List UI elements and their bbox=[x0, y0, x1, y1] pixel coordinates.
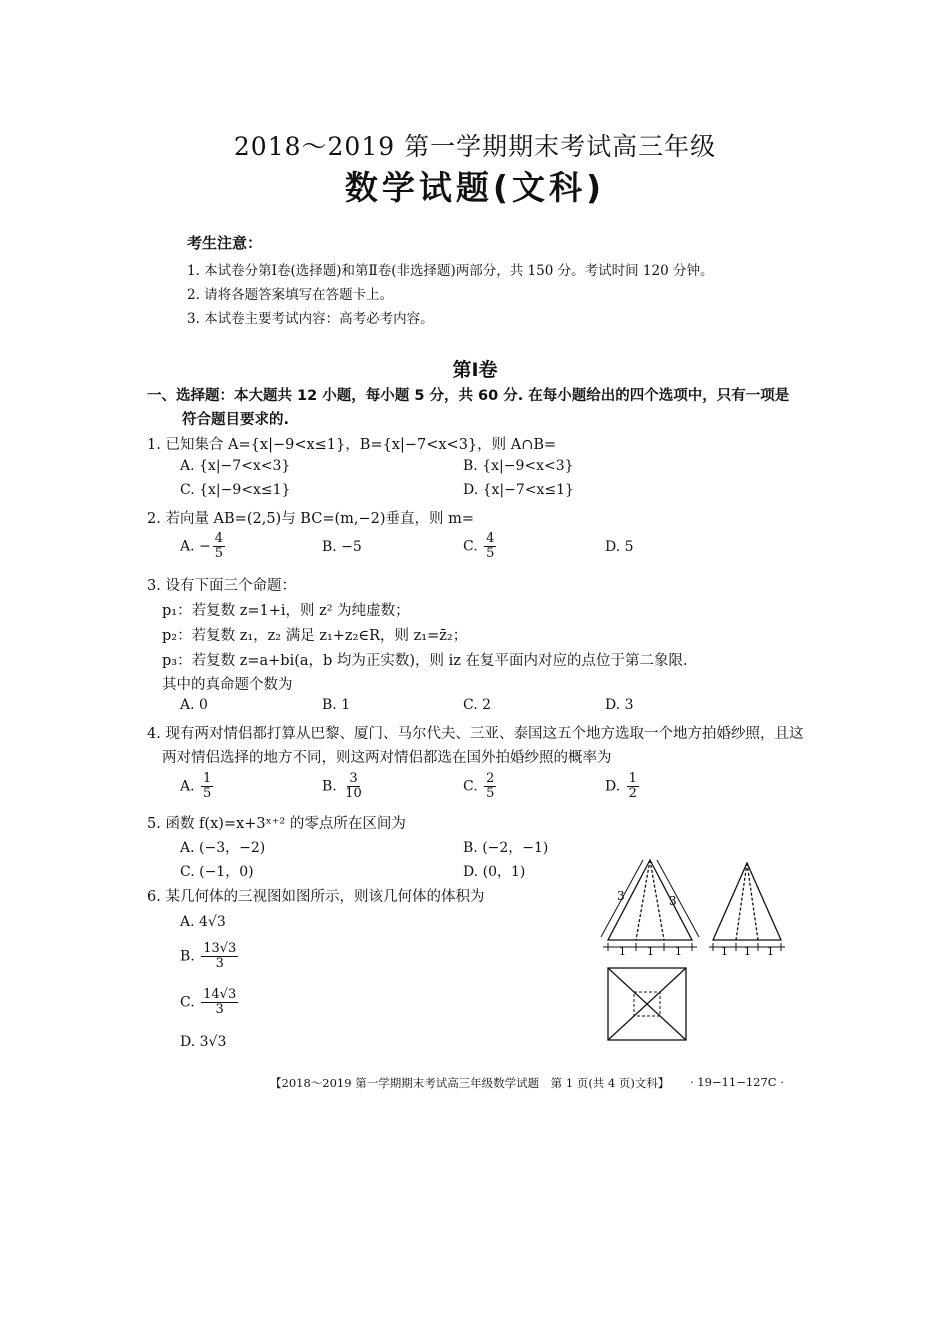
q6-option-c: C. $\frac{14√3}{3}$ bbox=[180, 987, 237, 1017]
q1-option-a: A. {x|−7<x<3} bbox=[180, 458, 291, 474]
subject-title: 数学试题(文科) bbox=[344, 168, 606, 207]
base-segment-label: 1 bbox=[619, 945, 626, 958]
notice-item: 1. 本试卷分第Ⅰ卷(选择题)和第Ⅱ卷(非选择题)两部分，共 150 分。考试时间 120 分钟。 bbox=[187, 263, 714, 279]
q3-option-a: A. 0 bbox=[180, 697, 208, 713]
section-title: 第Ⅰ卷 bbox=[452, 359, 498, 381]
q1-option-c: C. {x|−9<x≤1} bbox=[180, 482, 291, 498]
q1-option-d: D. {x|−7<x≤1} bbox=[463, 482, 574, 498]
base-segment-label: 1 bbox=[675, 945, 682, 958]
q6-option-a: A. 4√3 bbox=[180, 914, 226, 930]
top-view bbox=[608, 968, 686, 1040]
q5-option-c: C. (−1，0) bbox=[180, 864, 254, 880]
question-2-stem: 2. 若向量 AB=(2,5)与 BC=(m,−2)垂直，则 m= bbox=[147, 511, 475, 527]
front-view bbox=[601, 860, 699, 951]
q3-proposition-2: p₂：若复数 z₁，z₂ 满足 z₁+z₂∈R，则 z₁=z̄₂； bbox=[162, 628, 468, 644]
part-instructions-cont: 符合题目要求的. bbox=[182, 412, 290, 428]
question-3-stem: 3. 设有下面三个命题： bbox=[147, 578, 296, 594]
q4-option-b: B. $\frac{3}{10}$ bbox=[322, 771, 362, 801]
notice-item: 3. 本试卷主要考试内容：高考必考内容。 bbox=[187, 311, 434, 327]
q3-option-b: B. 1 bbox=[322, 697, 351, 713]
question-4-stem: 4. 现有两对情侣都打算从巴黎、厦门、马尔代夫、三亚、泰国这五个地方选取一个地方拍婚纱照，且这 bbox=[147, 726, 804, 742]
side-length-label-left: 3 bbox=[617, 889, 625, 903]
q3-option-c: C. 2 bbox=[463, 697, 492, 713]
question-4-stem-cont: 两对情侣选择的地方不同，则这两对情侣都选在国外拍婚纱照的概率为 bbox=[162, 750, 612, 766]
q2-option-c: C. $\frac{4}{5}$ bbox=[463, 531, 495, 561]
q3-proposition-3: p₃：若复数 z=a+bi(a，b 均为正实数)，则 iz 在复平面内对应的点位于第二象限. bbox=[162, 653, 688, 669]
part-instructions: 一、选择题：本大题共 12 小题，每小题 5 分，共 60 分. 在每小题给出的四个选项中，只有一项是 bbox=[147, 388, 790, 404]
q6-option-d: D. 3√3 bbox=[180, 1034, 227, 1050]
q2-option-a: A. − $\frac{4}{5}$ bbox=[180, 531, 224, 561]
base-segment-label: 1 bbox=[767, 945, 774, 958]
q5-option-a: A. (−3，−2) bbox=[180, 840, 266, 856]
notice-item: 2. 请将各题答案填写在答题卡上。 bbox=[187, 287, 394, 303]
q4-option-d: D. $\frac{1}{2}$ bbox=[605, 771, 637, 801]
side-view bbox=[709, 863, 785, 951]
exam-title: 2018～2019 第一学期期末考试高三年级 bbox=[233, 132, 717, 161]
question-5-stem: 5. 函数 f(x)=x+3ˣ⁺² 的零点所在区间为 bbox=[147, 816, 406, 832]
q4-option-c: C. $\frac{2}{5}$ bbox=[463, 771, 495, 801]
q3-ask: 其中的真命题个数为 bbox=[162, 677, 293, 693]
question-1-stem: 1. 已知集合 A={x|−9<x≤1}，B={x|−7<x<3}，则 A∩B= bbox=[147, 437, 557, 453]
notice-heading: 考生注意： bbox=[187, 234, 263, 252]
q3-proposition-1: p₁：若复数 z=1+i，则 z² 为纯虚数； bbox=[162, 603, 410, 619]
base-segment-label: 1 bbox=[647, 945, 654, 958]
base-segment-label: 1 bbox=[721, 945, 728, 958]
q3-option-d: D. 3 bbox=[605, 697, 634, 713]
q6-option-b: B. $\frac{13√3}{3}$ bbox=[180, 941, 237, 971]
three-view-figure bbox=[595, 855, 795, 1045]
side-length-label-right: 3 bbox=[669, 894, 677, 908]
q2-option-d: D. 5 bbox=[605, 539, 634, 555]
q5-option-d: D. (0，1) bbox=[463, 864, 526, 880]
page-code: · 19−11−127C · bbox=[690, 1075, 784, 1089]
q2-option-b: B. −5 bbox=[322, 539, 362, 555]
q1-option-b: B. {x|−9<x<3} bbox=[463, 458, 574, 474]
page-footer: 【2018～2019 第一学期期末考试高三年级数学试题 第 1 页(共 4 页)文科】 bbox=[270, 1076, 670, 1090]
question-6-stem: 6. 某几何体的三视图如图所示，则该几何体的体积为 bbox=[147, 889, 485, 905]
base-segment-label: 1 bbox=[744, 945, 751, 958]
q5-option-b: B. (−2，−1) bbox=[463, 840, 549, 856]
q4-option-a: A. $\frac{1}{5}$ bbox=[180, 771, 212, 801]
